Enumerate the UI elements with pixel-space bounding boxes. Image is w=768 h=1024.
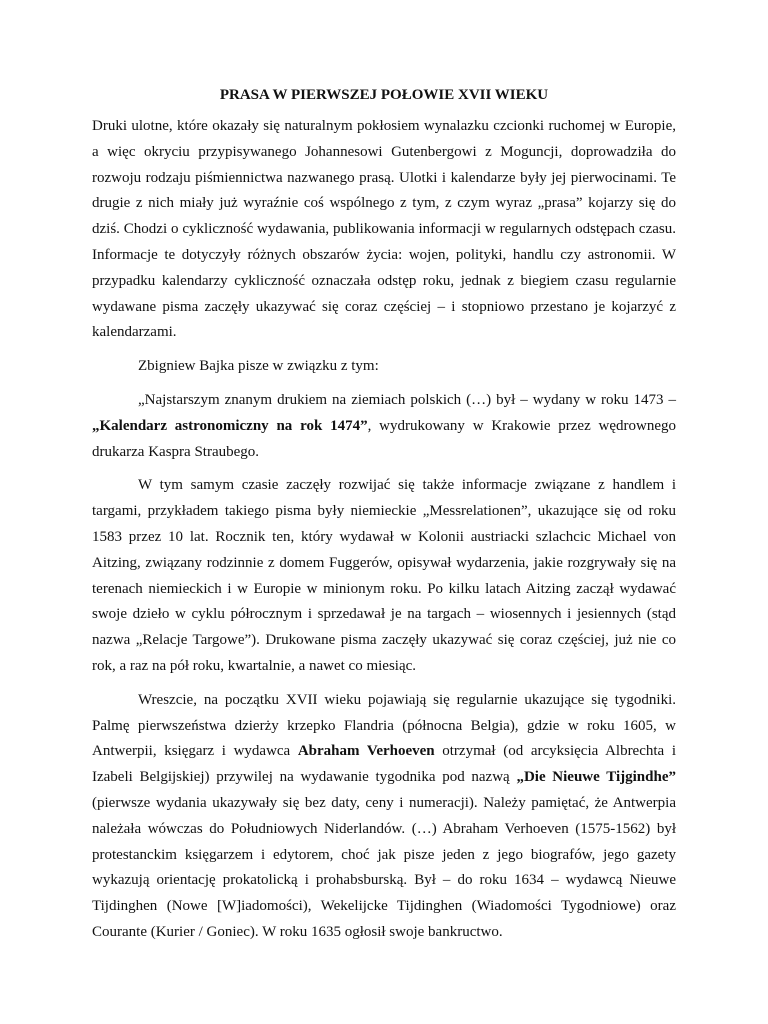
paragraph-text: , wydrukowany w Krakowie przez wędrownego drukarza Kaspra Straubego.: [92, 417, 676, 460]
paragraph-text: W tym samym czasie zaczęły rozwijać się także informacje związane z handlem i targami, przykładem takiego pisma były niemieckie „Messrelationen”, ukazujące się od roku 1583 przez 10 lat. Rocznik ten, który wydawał w Kolonii austriacki szlachcic Michael von Aitzing, związany rodzinnie z domem Fuggerów, opisywał wydarzenia, jakie rozgrywały się na terenach niemieckich i w Europie w minionym roku. Po kilku latach Aitzing zaczął wydawać swoje dzieło w cyklu półrocznym i sprzedawał je na targach – wiosennych i jesiennych (stąd nazwa „Relacje Targowe”). Drukowane pisma zaczęły ukazywać się coraz częściej, już nie co rok, a raz na pół roku, kwartalnie, a nawet co miesiąc.: [92, 477, 676, 674]
bold-calendar-title: „Kalendarz astronomiczny na rok 1474”: [92, 417, 368, 434]
paragraph-weeklies: [92, 688, 676, 946]
paragraph-text: Wreszcie, na początku XVII wieku pojawiają się regularnie ukazujące się tygodniki. Palmę pierwszeństwa dzierży krzepko Flandria (północna Belgia), gdzie w roku 1605, w Antwerpii, księgarz i wydawca: [92, 691, 676, 760]
paragraph-messrelationen: [92, 473, 676, 679]
paragraph-intro: [92, 114, 676, 346]
document-page: [92, 84, 676, 954]
bold-person-name: Abraham Verhoeven: [297, 743, 435, 760]
paragraph-text: Druki ulotne, które okazały się naturalnym pokłosiem wynalazku czcionki ruchomej w Europie, a więc okryciu przypisywanego Johannesowi Gutenbergowi z Moguncji, doprowadziła do rozwoju rodzaju piśmiennictwa nazwanego prasą. Ulotki i kalendarze były jej pierwocinami. Te drugie z nich miały już wyraźnie coś wspólnego z tym, z czym wyraz „prasa” kojarzy się do dziś. Chodzi o cykliczność wydawania, publikowania informacji w regularnych odstępach czasu. Informacje te dotyczyły różnych obszarów życia: wojen, polityki, handlu czy astronomii. W przypadku kalendarzy cykliczność oznaczała odstęp roku, jednak z biegiem czasu regularnie wydawane pisma zaczęły ukazywać się coraz częściej – i stopniowo przestano je kojarzyć z kalendarzami.: [92, 118, 676, 341]
paragraph-text: Zbigniew Bajka pisze w związku z tym:: [138, 358, 379, 375]
paragraph-quote: [92, 388, 676, 465]
paragraph-text: (pierwsze wydania ukazywały się bez daty, ceny i numeracji). Należy pamiętać, że Antwerpia należała wówczas do Południowych Niderlandów. (…) Abraham Verhoeven (1575-1562) był protestanckim księgarzem i edytorem, choć jak pisze jeden z jego biografów, jego gazety wykazują orientację prokatolicką i prohabsburską. Był – do roku 1634 – wydawcą Nieuwe Tijdinghen (Nowe [W]iadomości), Wekelijcke Tijdinghen (Wiadomości Tygodniowe) oraz Courante (Kurier / Goniec). W roku 1635 ogłosił swoje bankructwo.: [92, 794, 676, 940]
paragraph-text: „Najstarszym znanym drukiem na ziemiach polskich (…) był – wydany w roku 1473 –: [138, 391, 676, 408]
bold-newspaper-title: „Die Nieuwe Tijgindhe”: [516, 769, 676, 786]
paragraph-text: otrzymał (od arcyksięcia Albrechta i Izabeli Belgijskiej) przywilej na wydawanie tygodnika pod nazwą: [92, 743, 676, 786]
paragraph-quote-intro: [92, 354, 676, 380]
document-title: PRASA W PIERWSZEJ POŁOWIE XVII WIEKU: [219, 87, 549, 103]
